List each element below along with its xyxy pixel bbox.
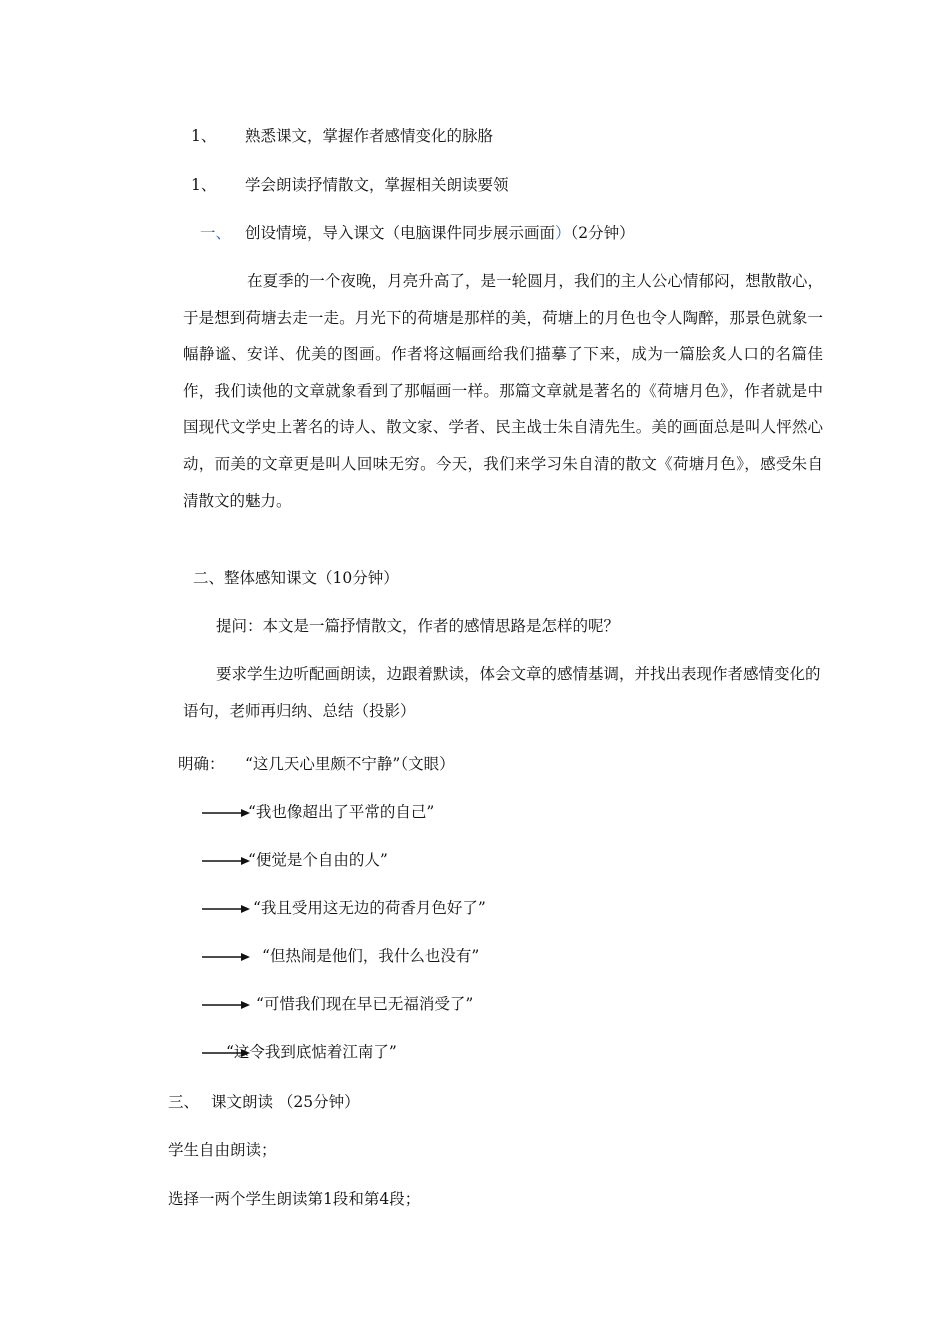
section-1-number: 一、: [200, 224, 232, 242]
chain-item-5: “可惜我们现在早已无福消受了”: [256, 995, 474, 1013]
objective-1-text: 熟悉课文，掌握作者感情变化的脉胳: [245, 127, 494, 145]
clarify-text: “这几天心里颇不宁静”（文眼）: [245, 755, 455, 773]
chain-item-4: “但热闹是他们，我什么也没有”: [262, 947, 480, 965]
objective-2-number: 1、: [191, 176, 217, 194]
chain-arrow-icon: [202, 854, 250, 868]
objective-1-number: 1、: [191, 127, 217, 145]
chain-arrow-icon: [202, 998, 250, 1012]
section-2-title: 二、整体感知课文（10分钟）: [193, 569, 399, 587]
chain-item-6: “这令我到底惦着江南了”: [226, 1043, 397, 1061]
chain-item-1: “我也像超出了平常的自己”: [248, 803, 435, 821]
section-2-requirement: 要求学生边听配画朗读，边跟着默读，体会文章的感情基调，并找出表现作者感情变化的语句，老师再归纳、总结（投影）: [183, 665, 821, 720]
section-3-line-2: 选择一两个学生朗读第1段和第4段；: [168, 1190, 421, 1208]
chain-arrow-icon: [202, 902, 250, 916]
section-3-number: 三、: [168, 1093, 200, 1111]
chain-arrow-icon: [202, 806, 250, 820]
section-2-question: 提问：本文是一篇抒情散文，作者的感情思路是怎样的呢？: [216, 617, 620, 635]
objective-1: [191, 125, 216, 147]
section-1-time: （2分钟）: [570, 224, 635, 242]
section-3-title: 课文朗读 （25分钟）: [211, 1093, 360, 1111]
section-3-line-1: 学生自由朗读；: [168, 1141, 277, 1159]
chain-item-2: “便觉是个自由的人”: [248, 851, 388, 869]
chain-arrow-icon: [202, 950, 250, 964]
chain-item-3: “我且受用这无边的荷香月色好了”: [253, 899, 486, 917]
intro-paragraph: 在夏季的一个夜晚，月亮升高了，是一轮圆月，我们的主人公心情郁闷，想散散心，于是想到荷塘去走一走。月光下的荷塘是那样的美，荷塘上的月色也令人陶醉，那景色就象一幅静谧、安详、优美的图画。作者将这幅画给我们描摹了下来，成为一篇脍炙人口的名篇佳作，我们读他的文章就象看到了那幅画一样。那篇文章就是著名的《荷塘月色》，作者就是中国现代文学史上著名的诗人、散文家、学者、民主战士朱自清先生。美的画面总是叫人怦然心动，而美的文章更是叫人回味无穷。今天，我们来学习朱自清的散文《荷塘月色》，感受朱自清散文的魅力。: [183, 272, 823, 510]
clarify-label: 明确：: [178, 755, 225, 773]
objective-2: [191, 174, 216, 196]
objective-2-text: 学会朗读抒情散文，掌握相关朗读要领: [245, 176, 509, 194]
section-1-heading: [245, 222, 635, 244]
section-1-paren: ）: [555, 224, 571, 242]
section-1-title: 创设情境，导入课文（电脑课件同步展示画面: [245, 224, 556, 242]
